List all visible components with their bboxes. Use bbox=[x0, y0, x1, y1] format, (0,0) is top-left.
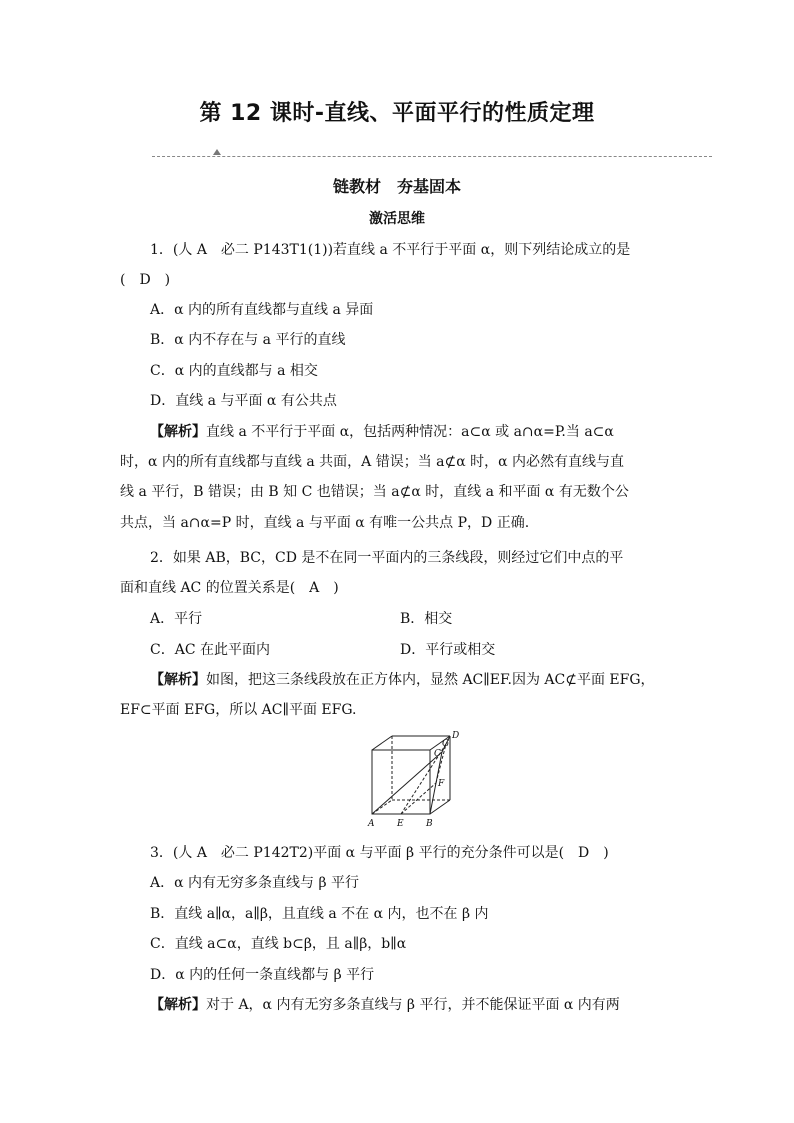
label-b: B bbox=[426, 819, 433, 829]
q1-analysis-line2: 时，α 内的所有直线都与直线 a 共面，A 错误；当 a⊄α 时，α 内必然有直线与直 bbox=[120, 454, 625, 470]
q2-analysis-tag: 【解析】 bbox=[150, 672, 206, 688]
q1-analysis-line1 bbox=[150, 422, 614, 442]
label-g: G bbox=[442, 739, 450, 749]
label-c: C bbox=[434, 749, 441, 759]
q1-option-b: B．α 内不存在与 a 平行的直线 bbox=[150, 332, 346, 348]
q3-option-b: B．直线 a∥α，a∥β，且直线 a 不在 α 内，也不在 β 内 bbox=[150, 906, 489, 922]
q1-option-a: A．α 内的所有直线都与直线 a 异面 bbox=[150, 302, 374, 318]
subsection-heading: 激活思维 bbox=[369, 211, 425, 227]
q3-analysis-line1 bbox=[150, 995, 620, 1015]
q1-option-c: C．α 内的直线都与 a 相交 bbox=[150, 363, 318, 379]
q2-analysis-text1: 如图，把这三条线段放在正方体内，显然 AC∥EF.因为 AC⊄平面 EFG， bbox=[206, 672, 655, 688]
q3-option-c: C．直线 a⊂α，直线 b⊂β，且 a∥β，b∥α bbox=[150, 936, 407, 952]
cube-edge-br bbox=[430, 800, 450, 814]
divider-marker bbox=[213, 149, 221, 155]
q2-option-b: B．相交 bbox=[400, 611, 453, 627]
q1-analysis-tag: 【解析】 bbox=[150, 424, 206, 440]
q3-analysis-text: 对于 A，α 内有无穷多条直线与 β 平行，并不能保证平面 α 内有两 bbox=[206, 997, 620, 1013]
q2-option-d: D．平行或相交 bbox=[400, 642, 496, 658]
page-title: 第 12 课时-直线、平面平行的性质定理 bbox=[199, 101, 595, 126]
q3-stem: 3．(人 A 必二 P142T2)平面 α 与平面 β 平行的充分条件可以是( D ) bbox=[150, 845, 609, 861]
q1-stem-line2: ( D ) bbox=[120, 272, 171, 288]
title-divider bbox=[152, 156, 712, 157]
q1-analysis-line3: 线 a 平行，B 错误；由 B 知 C 也错误；当 a⊄α 时，直线 a 和平面 α 有无数个公 bbox=[120, 484, 629, 500]
q2-stem-line2: 面和直线 AC 的位置关系是( A ) bbox=[120, 580, 339, 596]
q2-analysis-line2: EF⊂平面 EFG，所以 AC∥平面 EFG. bbox=[120, 702, 357, 718]
q1-option-d: D．直线 a 与平面 α 有公共点 bbox=[150, 393, 337, 409]
q1-analysis-line4: 共点，当 a∩α=P 时，直线 a 与平面 α 有唯一公共点 P，D 正确. bbox=[120, 515, 530, 531]
q1-analysis-text1: 直线 a 不平行于平面 α，包括两种情况：a⊂α 或 a∩α=P.当 a⊂α bbox=[206, 424, 614, 440]
q3-option-a: A．α 内有无穷多条直线与 β 平行 bbox=[150, 875, 360, 891]
cube-edge-tl bbox=[372, 736, 392, 750]
section-heading: 链教材 夯基固本 bbox=[332, 177, 461, 196]
q3-option-d: D．α 内的任何一条直线都与 β 平行 bbox=[150, 967, 375, 983]
label-d: D bbox=[452, 731, 460, 741]
label-e: E bbox=[397, 819, 404, 829]
label-f: F bbox=[438, 779, 445, 789]
q1-stem-line1: 1．(人 A 必二 P143T1(1))若直线 a 不平行于平面 α，则下列结论成立的是 bbox=[150, 242, 631, 258]
label-a: A bbox=[368, 819, 375, 829]
q2-option-c: C．AC 在此平面内 bbox=[150, 642, 270, 658]
q3-analysis-tag: 【解析】 bbox=[150, 997, 206, 1013]
q2-analysis-line1 bbox=[150, 670, 655, 690]
cube-figure bbox=[360, 730, 470, 830]
q2-stem-line1: 2．如果 AB，BC，CD 是不在同一平面内的三条线段，则经过它们中点的平 bbox=[150, 550, 624, 566]
q2-option-a: A．平行 bbox=[150, 611, 203, 627]
